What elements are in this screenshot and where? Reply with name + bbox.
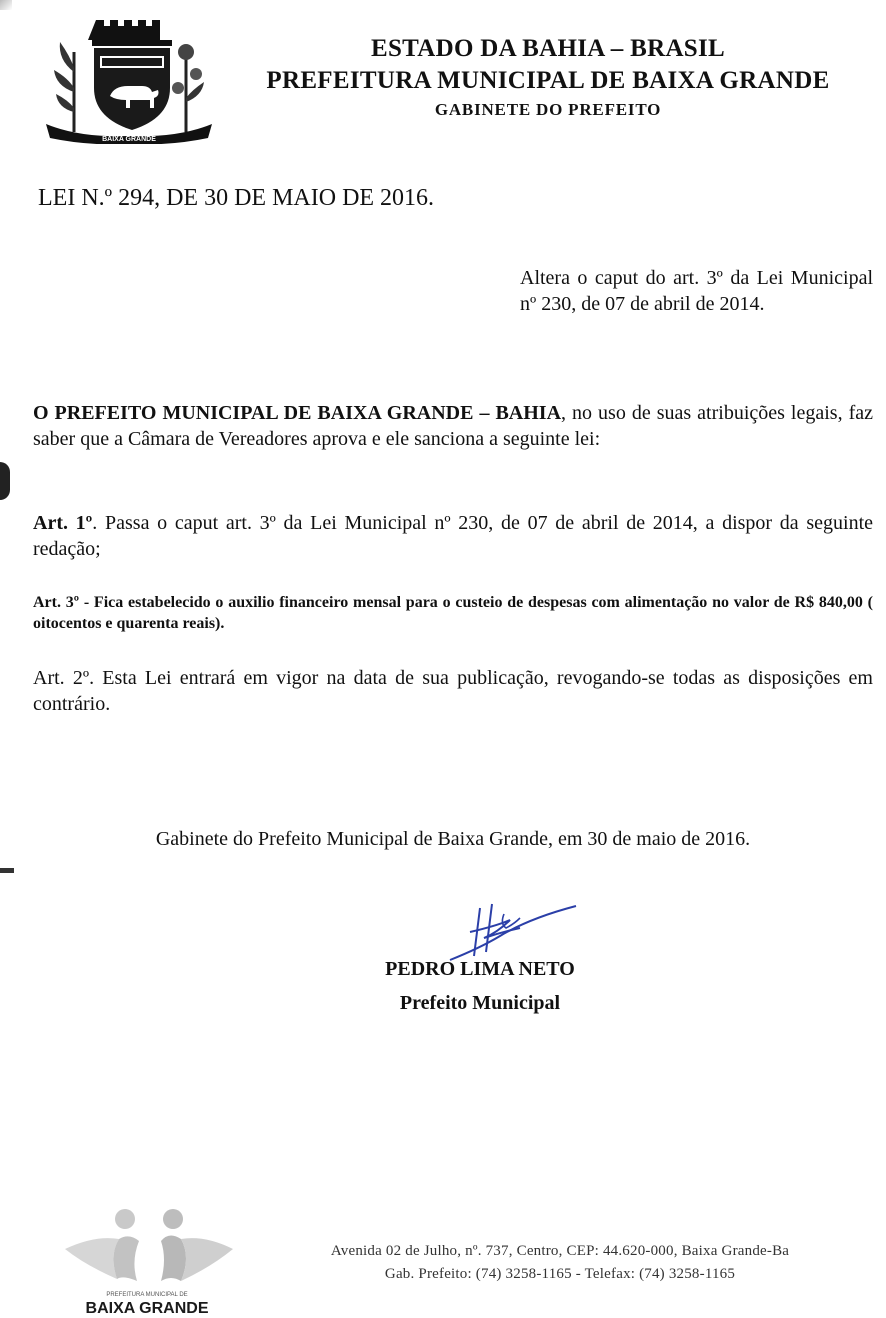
prefeitura-logo-icon xyxy=(55,1205,240,1318)
crest-ribbon-label: BAIXA GRANDE xyxy=(102,136,156,143)
punch-hole-mark xyxy=(0,462,10,500)
header-prefeitura-line: PREFEITURA MUNICIPAL DE BAIXA GRANDE xyxy=(266,67,830,94)
logo-big-text: BAIXA GRANDE xyxy=(85,1300,209,1317)
footer-address: Avenida 02 de Julho, nº. 737, Centro, CEP: 44.620-000, Baixa Grande-Ba xyxy=(330,1243,790,1259)
preamble-paragraph xyxy=(33,400,873,452)
header-gabinete-line: GABINETE DO PREFEITO xyxy=(434,100,662,119)
law-ementa: Altera o caput do art. 3º da Lei Municipal nº 230, de 07 de abril de 2014. xyxy=(520,267,873,315)
logo-small-text: PREFEITURA MUNICIPAL DE xyxy=(106,1292,188,1298)
place-and-date: Gabinete do Prefeito Municipal de Baixa Grande, em 30 de maio de 2016. xyxy=(155,828,751,850)
coat-of-arms-icon xyxy=(40,12,218,144)
scan-edge-mark xyxy=(0,868,14,873)
preamble-authority: O PREFEITO MUNICIPAL DE BAIXA GRANDE – BAHIA xyxy=(33,402,562,424)
article-1-text: . Passa o caput art. 3º da Lei Municipal nº 230, de 07 de abril de 2014, a dispor da seguinte redação; xyxy=(33,512,873,560)
signer-role: Prefeito Municipal xyxy=(399,992,561,1014)
article-1-paragraph xyxy=(33,510,873,562)
footer-phones: Gab. Prefeito: (74) 3258-1165 - Telefax: (74) 3258-1165 xyxy=(384,1266,736,1282)
article-3-new-wording: Art. 3º - Fica estabelecido o auxilio financeiro mensal para o custeio de despesas com alimentação no valor de R$ 840,00 ( oitocentos e quarenta reais). xyxy=(33,594,873,632)
article-2-paragraph: Art. 2º. Esta Lei entrará em vigor na data de sua publicação, revogando-se todas as disposições em contrário. xyxy=(33,667,873,715)
header-state-line: ESTADO DA BAHIA – BRASIL xyxy=(370,35,726,62)
law-title: LEI N.º 294, DE 30 DE MAIO DE 2016. xyxy=(38,185,435,211)
signer-name: PEDRO LIMA NETO xyxy=(385,958,575,980)
preamble-text: , no uso de suas atribuições legais, faz saber que a Câmara de Vereadores aprova e ele sanciona a seguinte lei: xyxy=(33,402,873,450)
article-1-label: Art. 1º xyxy=(33,512,93,534)
scan-corner-mark xyxy=(0,0,12,10)
